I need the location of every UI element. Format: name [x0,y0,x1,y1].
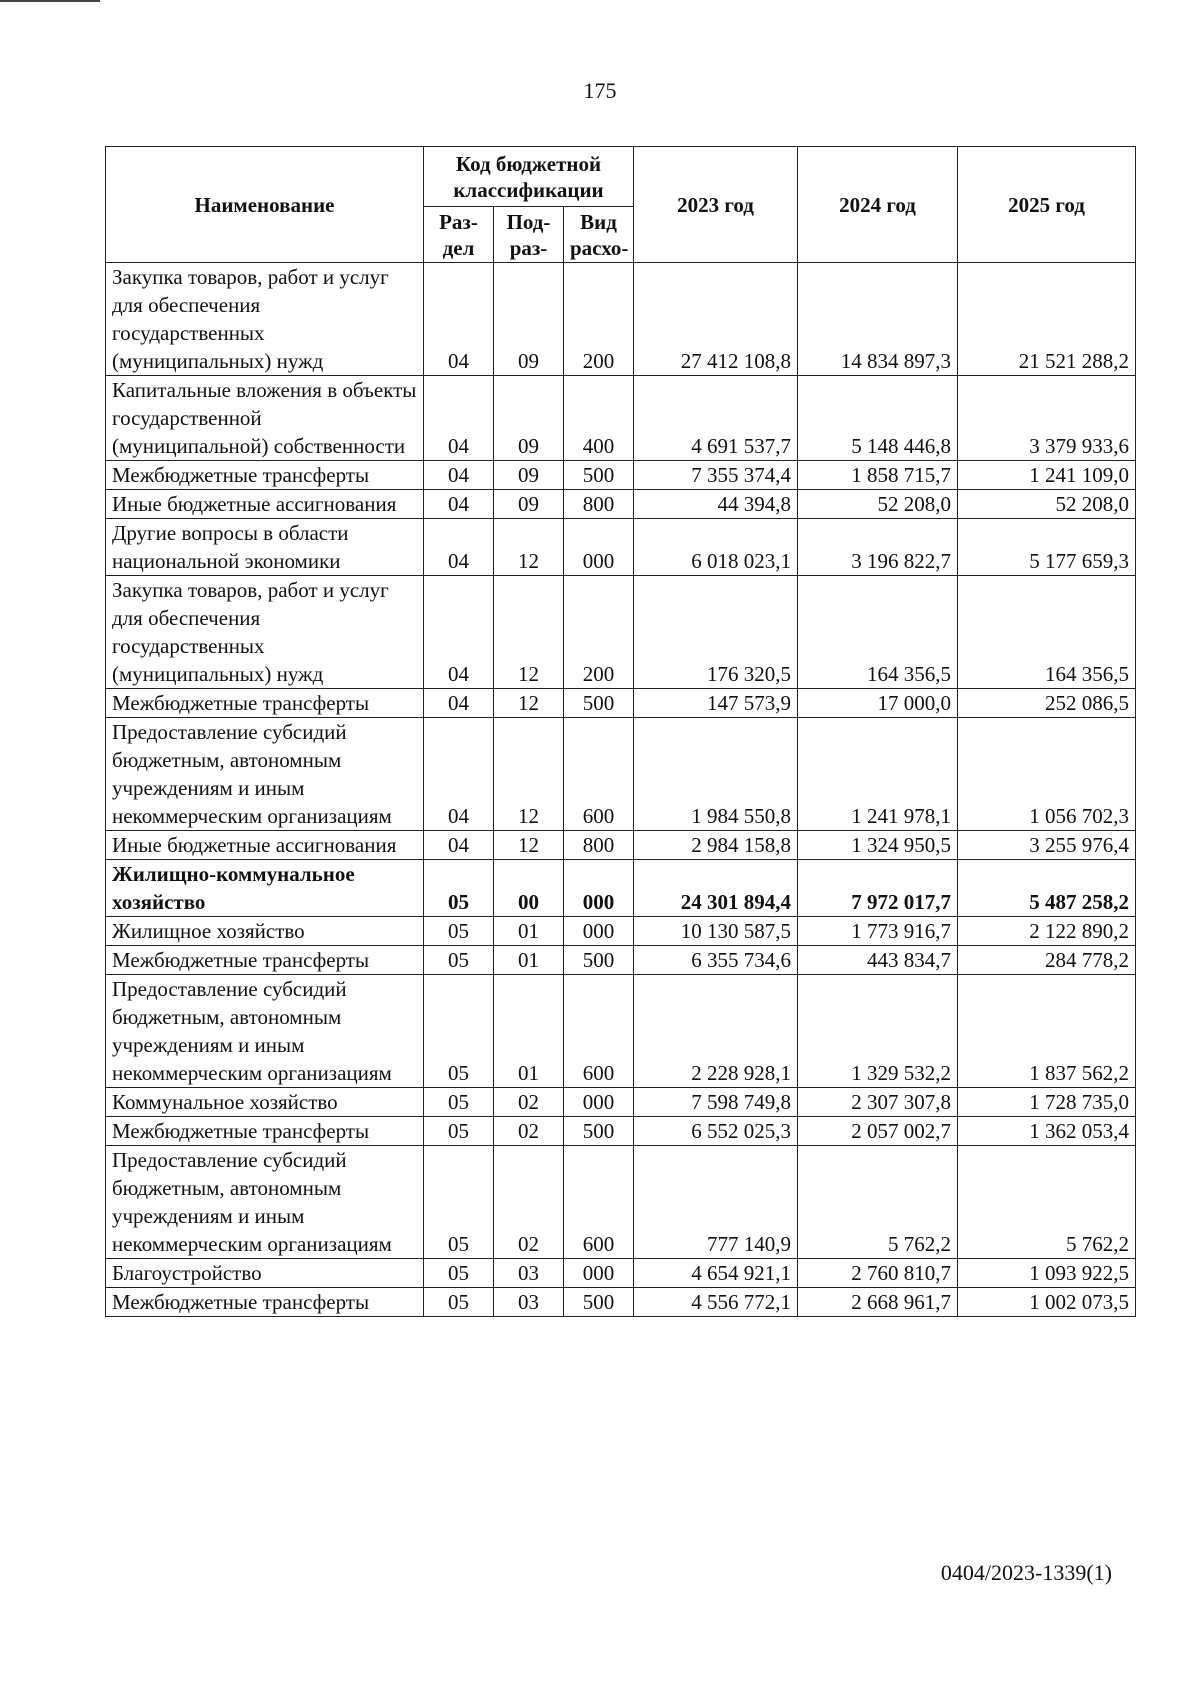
header-vid-raskhodov: Вид расхо- [564,207,634,263]
row-razdel: 04 [424,831,494,860]
row-razdel: 04 [424,490,494,519]
row-name: Другие вопросы в области национальной экономики [106,519,424,576]
row-vid-raskhodov: 600 [564,1146,634,1259]
row-vid-raskhodov: 500 [564,1117,634,1146]
row-name: Капитальные вложения в объекты государственной (муниципальной) собственности [106,376,424,461]
row-amount-2023: 44 394,8 [634,490,798,519]
header-year-2024: 2024 год [798,147,958,263]
table-row [106,831,1136,860]
row-name: Межбюджетные трансферты [106,1288,424,1317]
table-row [106,263,1136,376]
row-amount-2024: 5 762,2 [798,1146,958,1259]
table-body [106,263,1136,1317]
row-podrazdel: 02 [494,1117,564,1146]
row-amount-2023: 777 140,9 [634,1146,798,1259]
table-header [106,147,1136,263]
table-row [106,860,1136,917]
row-amount-2023: 27 412 108,8 [634,263,798,376]
row-amount-2025: 52 208,0 [958,490,1136,519]
row-amount-2024: 17 000,0 [798,689,958,718]
row-amount-2023: 24 301 894,4 [634,860,798,917]
row-name: Межбюджетные трансферты [106,946,424,975]
row-amount-2025: 284 778,2 [958,946,1136,975]
header-year-2025: 2025 год [958,147,1136,263]
row-amount-2025: 252 086,5 [958,689,1136,718]
row-amount-2024: 52 208,0 [798,490,958,519]
row-name: Иные бюджетные ассигнования [106,831,424,860]
row-amount-2023: 6 552 025,3 [634,1117,798,1146]
row-razdel: 04 [424,461,494,490]
row-razdel: 05 [424,975,494,1088]
row-razdel: 05 [424,1259,494,1288]
row-podrazdel: 09 [494,376,564,461]
row-razdel: 05 [424,917,494,946]
row-amount-2025: 1 241 109,0 [958,461,1136,490]
header-year-2023: 2023 год [634,147,798,263]
table-row [106,718,1136,831]
row-razdel: 04 [424,718,494,831]
row-amount-2024: 2 057 002,7 [798,1117,958,1146]
row-razdel: 04 [424,263,494,376]
row-podrazdel: 01 [494,975,564,1088]
row-amount-2025: 1 056 702,3 [958,718,1136,831]
row-vid-raskhodov: 000 [564,519,634,576]
row-amount-2025: 1 002 073,5 [958,1288,1136,1317]
row-podrazdel: 12 [494,831,564,860]
row-amount-2023: 4 556 772,1 [634,1288,798,1317]
document-id: 0404/2023-1339(1) [940,1560,1112,1585]
row-amount-2025: 3 379 933,6 [958,376,1136,461]
row-amount-2024: 1 329 532,2 [798,975,958,1088]
row-vid-raskhodov: 000 [564,917,634,946]
row-podrazdel: 09 [494,263,564,376]
row-amount-2023: 10 130 587,5 [634,917,798,946]
row-podrazdel: 02 [494,1146,564,1259]
row-amount-2024: 14 834 897,3 [798,263,958,376]
header-code-group: Код бюджетной классификации [424,147,634,207]
row-amount-2024: 2 760 810,7 [798,1259,958,1288]
row-podrazdel: 12 [494,519,564,576]
row-name: Межбюджетные трансферты [106,1117,424,1146]
row-amount-2024: 443 834,7 [798,946,958,975]
table-row [106,689,1136,718]
row-name: Закупка товаров, работ и услуг для обеспечения государственных (муниципальных) нужд [106,576,424,689]
row-vid-raskhodov: 500 [564,689,634,718]
row-amount-2024: 2 307 307,8 [798,1088,958,1117]
row-amount-2025: 1 837 562,2 [958,975,1136,1088]
table-row [106,519,1136,576]
row-amount-2023: 2 228 928,1 [634,975,798,1088]
row-vid-raskhodov: 000 [564,860,634,917]
table-row [106,1117,1136,1146]
table-row [106,576,1136,689]
row-amount-2025: 1 093 922,5 [958,1259,1136,1288]
table-row [106,946,1136,975]
header-name: Наименование [106,147,424,263]
header-podrazdel: Под- раз- [494,207,564,263]
row-vid-raskhodov: 600 [564,975,634,1088]
row-amount-2024: 5 148 446,8 [798,376,958,461]
table-row [106,376,1136,461]
row-amount-2025: 5 177 659,3 [958,519,1136,576]
row-amount-2024: 7 972 017,7 [798,860,958,917]
row-podrazdel: 01 [494,946,564,975]
row-name: Предоставление субсидий бюджетным, автономным учреждениям и иным некоммерческим организациям [106,1146,424,1259]
row-amount-2025: 2 122 890,2 [958,917,1136,946]
row-razdel: 05 [424,1146,494,1259]
row-amount-2024: 1 858 715,7 [798,461,958,490]
row-name: Жилищное хозяйство [106,917,424,946]
row-amount-2025: 5 487 258,2 [958,860,1136,917]
row-name: Межбюджетные трансферты [106,461,424,490]
row-amount-2024: 164 356,5 [798,576,958,689]
row-amount-2024: 1 773 916,7 [798,917,958,946]
row-amount-2023: 176 320,5 [634,576,798,689]
row-vid-raskhodov: 500 [564,1288,634,1317]
row-name: Жилищно-коммунальное хозяйство [106,860,424,917]
row-vid-raskhodov: 000 [564,1259,634,1288]
row-amount-2024: 1 324 950,5 [798,831,958,860]
row-amount-2023: 6 355 734,6 [634,946,798,975]
row-vid-raskhodov: 400 [564,376,634,461]
row-amount-2023: 4 654 921,1 [634,1259,798,1288]
row-podrazdel: 12 [494,718,564,831]
row-name: Благоустройство [106,1259,424,1288]
row-vid-raskhodov: 500 [564,461,634,490]
row-razdel: 05 [424,1117,494,1146]
row-amount-2024: 2 668 961,7 [798,1288,958,1317]
row-amount-2025: 3 255 976,4 [958,831,1136,860]
table-row [106,1088,1136,1117]
row-amount-2023: 147 573,9 [634,689,798,718]
row-podrazdel: 03 [494,1259,564,1288]
row-podrazdel: 01 [494,917,564,946]
row-vid-raskhodov: 800 [564,490,634,519]
row-podrazdel: 09 [494,490,564,519]
row-vid-raskhodov: 600 [564,718,634,831]
table-row [106,975,1136,1088]
row-razdel: 04 [424,689,494,718]
row-amount-2025: 21 521 288,2 [958,263,1136,376]
row-podrazdel: 03 [494,1288,564,1317]
row-name: Межбюджетные трансферты [106,689,424,718]
row-podrazdel: 12 [494,689,564,718]
row-amount-2025: 1 362 053,4 [958,1117,1136,1146]
row-amount-2023: 4 691 537,7 [634,376,798,461]
scan-edge-mark [0,0,100,2]
row-razdel: 05 [424,946,494,975]
row-vid-raskhodov: 800 [564,831,634,860]
row-podrazdel: 00 [494,860,564,917]
row-razdel: 04 [424,519,494,576]
row-amount-2024: 3 196 822,7 [798,519,958,576]
row-name: Иные бюджетные ассигнования [106,490,424,519]
header-razdel: Раз- дел [424,207,494,263]
row-amount-2023: 2 984 158,8 [634,831,798,860]
row-vid-raskhodov: 200 [564,576,634,689]
table-row [106,461,1136,490]
table-row [106,917,1136,946]
row-amount-2025: 5 762,2 [958,1146,1136,1259]
row-amount-2025: 164 356,5 [958,576,1136,689]
row-amount-2023: 7 355 374,4 [634,461,798,490]
row-razdel: 04 [424,576,494,689]
row-amount-2023: 1 984 550,8 [634,718,798,831]
row-name: Предоставление субсидий бюджетным, автономным учреждениям и иным некоммерческим организациям [106,975,424,1088]
row-vid-raskhodov: 200 [564,263,634,376]
row-podrazdel: 02 [494,1088,564,1117]
budget-table [105,146,1136,1317]
row-vid-raskhodov: 500 [564,946,634,975]
row-amount-2024: 1 241 978,1 [798,718,958,831]
page-number: 175 [583,78,617,103]
table-row [106,490,1136,519]
row-vid-raskhodov: 000 [564,1088,634,1117]
row-name: Коммунальное хозяйство [106,1088,424,1117]
row-amount-2023: 6 018 023,1 [634,519,798,576]
row-name: Предоставление субсидий бюджетным, автономным учреждениям и иным некоммерческим организациям [106,718,424,831]
row-podrazdel: 09 [494,461,564,490]
row-razdel: 05 [424,1088,494,1117]
row-amount-2025: 1 728 735,0 [958,1088,1136,1117]
table-row [106,1146,1136,1259]
row-razdel: 05 [424,860,494,917]
row-razdel: 04 [424,376,494,461]
row-podrazdel: 12 [494,576,564,689]
table-row [106,1259,1136,1288]
table-row [106,1288,1136,1317]
row-amount-2023: 7 598 749,8 [634,1088,798,1117]
row-name: Закупка товаров, работ и услуг для обеспечения государственных (муниципальных) нужд [106,263,424,376]
row-razdel: 05 [424,1288,494,1317]
